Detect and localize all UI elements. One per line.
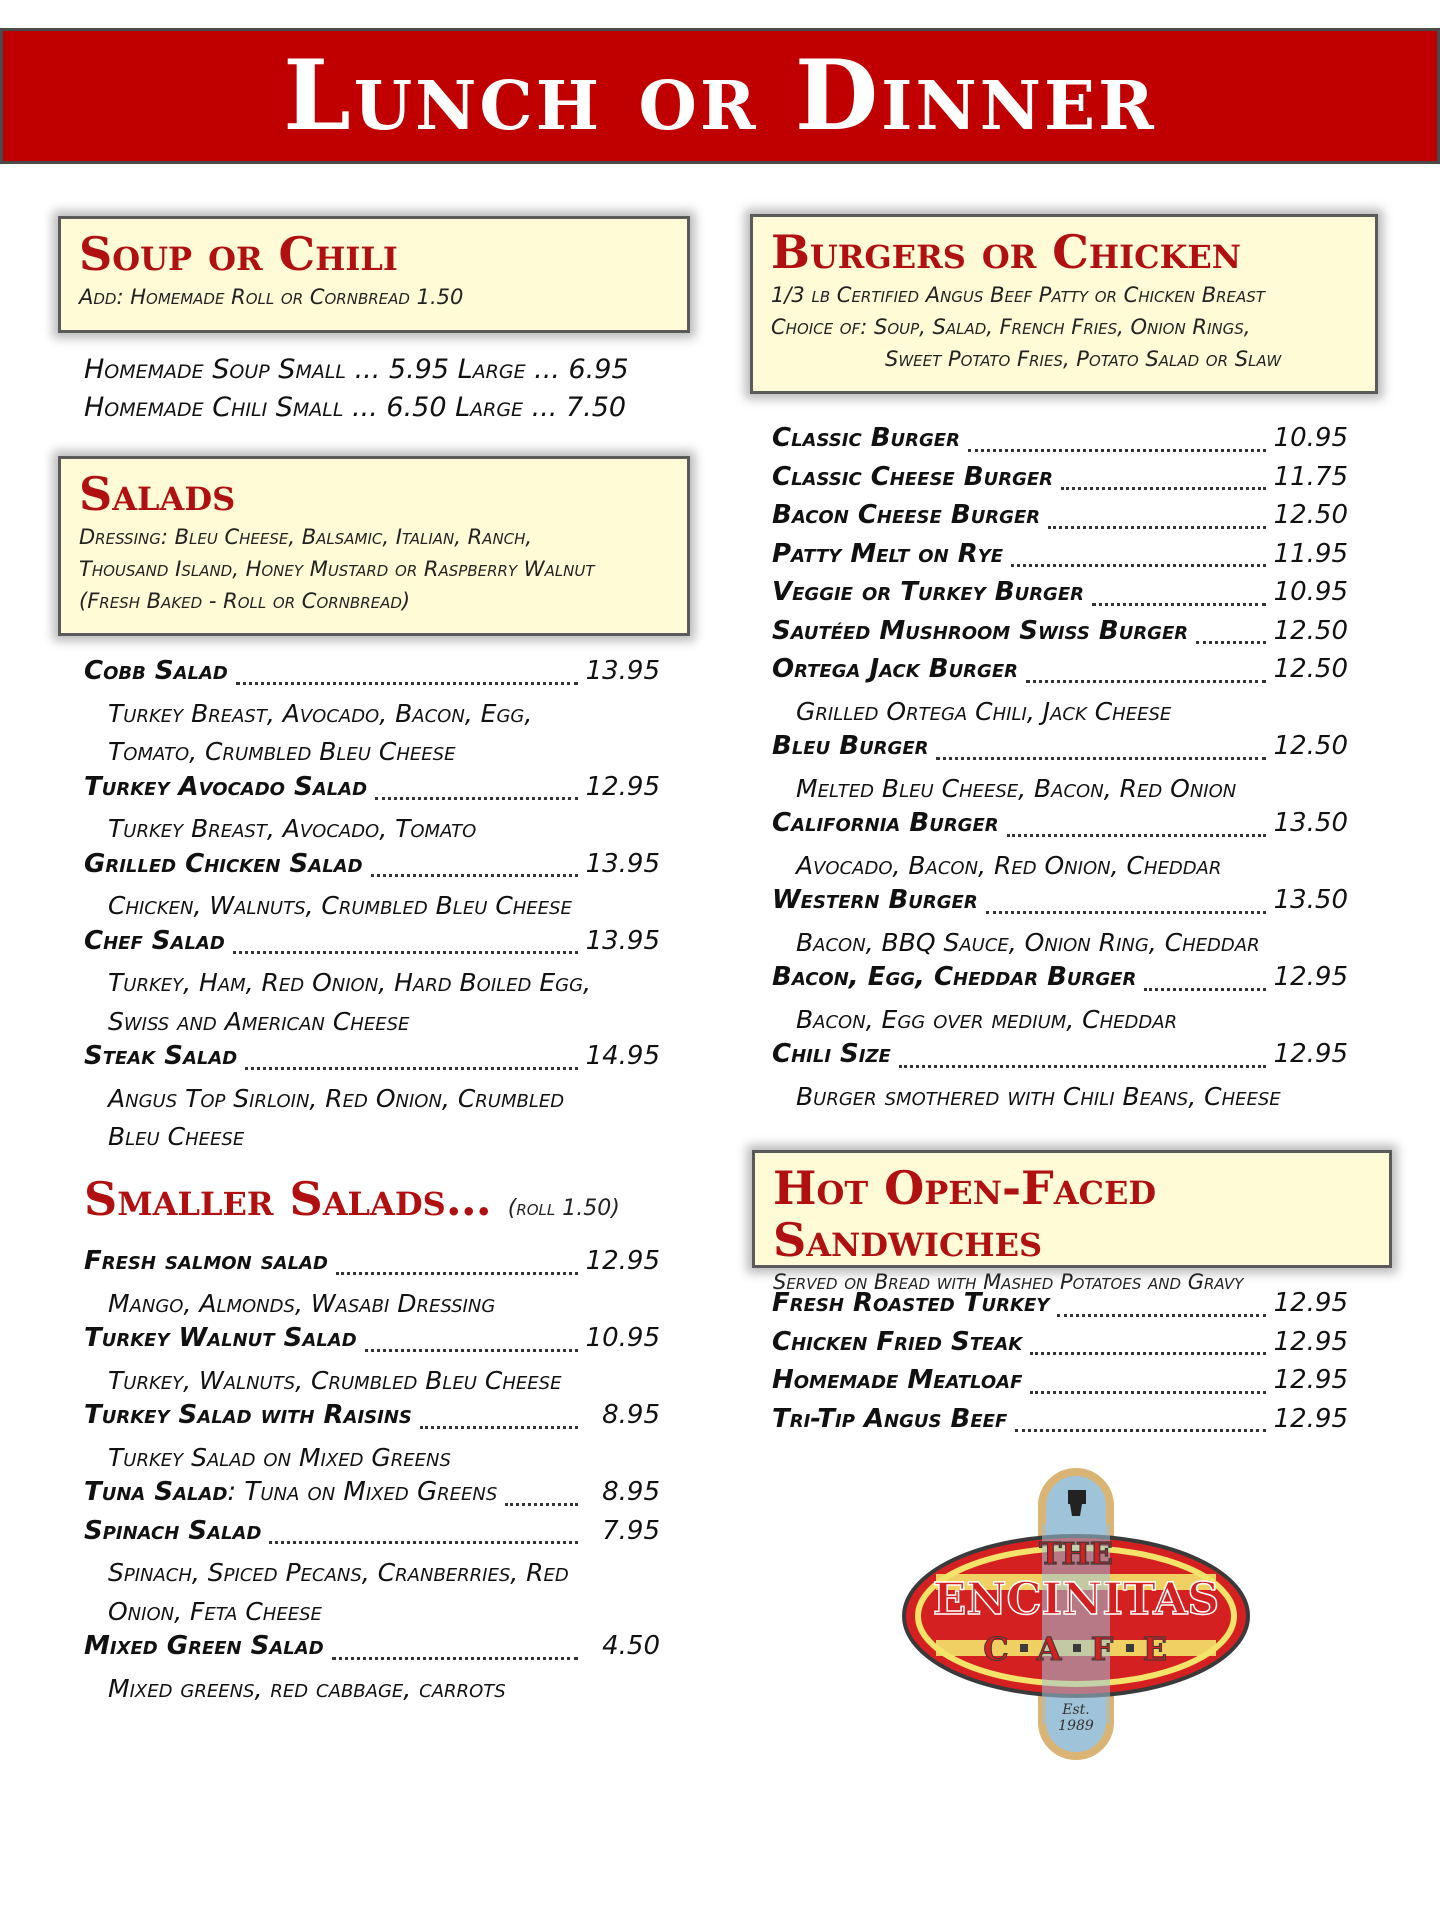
dot-leader xyxy=(968,449,1266,452)
dot-leader xyxy=(371,874,578,877)
menu-item xyxy=(84,1477,660,1516)
logo-letter: E xyxy=(1142,1630,1168,1668)
menu-item xyxy=(772,885,1348,924)
list-item: Homemade Soup Small ... 5.95 Large ... 6.95 xyxy=(84,354,629,385)
dot-leader xyxy=(245,1067,578,1070)
item-price: 11.75 xyxy=(1273,461,1348,492)
sandwiches-list xyxy=(772,1288,1348,1442)
section-note: Add: Homemade Roll or Cornbread 1.50 xyxy=(79,284,464,309)
dot-leader xyxy=(420,1426,578,1429)
dot-leader xyxy=(1011,564,1266,567)
burgers-sub-line: 1/3 lb Certified Angus Beef Patty or Chicken Breast xyxy=(771,282,1265,307)
menu-item xyxy=(772,616,1348,655)
section-title: Salads xyxy=(79,467,236,521)
item-name: Homemade Meatloaf xyxy=(772,1365,1023,1395)
dot-leader xyxy=(1026,680,1266,683)
logo-letter: F xyxy=(1090,1630,1114,1668)
item-description: Burger smothered with Chili Beans, Cheese xyxy=(796,1081,1281,1111)
item-description: Chicken, Walnuts, Crumbled Bleu Cheese xyxy=(108,891,572,920)
item-description: Melted Bleu Cheese, Bacon, Red Onion xyxy=(796,773,1237,803)
dot-leader xyxy=(336,1272,578,1275)
menu-item xyxy=(84,1631,660,1670)
item-description: Mango, Almonds, Wasabi Dressing xyxy=(108,1288,496,1318)
section-note: (roll 1.50) xyxy=(507,1196,620,1221)
logo-letter: A xyxy=(1036,1630,1062,1668)
dot-leader xyxy=(1007,834,1266,837)
dressing-line: (Fresh Baked - Roll or Cornbread) xyxy=(79,588,411,613)
menu-item xyxy=(84,1400,660,1439)
item-name: Patty Melt on Rye xyxy=(772,538,1004,569)
item-name: Classic Cheese Burger xyxy=(772,461,1053,492)
menu-item xyxy=(772,654,1348,693)
item-name: Chicken Fried Steak xyxy=(772,1326,1023,1357)
section-title: Smaller Salads… xyxy=(84,1172,492,1226)
item-description: Turkey, Ham, Red Onion, Hard Boiled Egg, xyxy=(108,968,591,997)
menu-item xyxy=(772,808,1348,847)
menu-item xyxy=(772,1327,1348,1366)
item-name: Tuna Salad xyxy=(84,1477,228,1507)
menu-item xyxy=(772,962,1348,1001)
dressing-line: Dressing: Bleu Cheese, Balsamic, Italian, Ranch, xyxy=(79,524,533,549)
item-description: Avocado, Bacon, Red Onion, Cheddar xyxy=(796,850,1222,880)
menu-item xyxy=(84,849,660,888)
item-price: 8.95 xyxy=(602,1477,660,1507)
burgers-section-header xyxy=(750,214,1378,394)
menu-item xyxy=(772,539,1348,578)
sandwiches-section-header xyxy=(752,1150,1392,1295)
item-price: 8.95 xyxy=(602,1400,660,1430)
section-title: Soup or Chili xyxy=(79,227,398,281)
item-price: 12.50 xyxy=(1273,731,1348,761)
dot-leader xyxy=(375,797,578,800)
dot-leader xyxy=(1048,526,1266,529)
item-name: Chef Salad xyxy=(84,925,225,956)
dot-leader xyxy=(936,757,1266,760)
menu-item xyxy=(84,772,660,811)
dot-leader xyxy=(986,911,1266,914)
item-description: Grilled Ortega Chili, Jack Cheese xyxy=(796,696,1172,726)
section-title: Hot Open-Faced Sandwiches xyxy=(773,1161,1157,1267)
dot-leader xyxy=(899,1065,1266,1068)
item-name: Ortega Jack Burger xyxy=(772,654,1018,684)
item-name: Turkey Walnut Salad xyxy=(84,1323,357,1353)
menu-item xyxy=(84,656,660,695)
item-description: Swiss and American Cheese xyxy=(108,1006,410,1036)
item-description: Tomato, Crumbled Bleu Cheese xyxy=(108,737,456,766)
item-price: 12.95 xyxy=(585,1246,660,1276)
item-price: 12.95 xyxy=(1273,1403,1348,1434)
logo-est: Est. xyxy=(1062,1702,1090,1718)
item-price: 10.95 xyxy=(1273,423,1348,453)
item-price: 14.95 xyxy=(585,1041,660,1071)
logo-text-encinitas: ENCINITAS xyxy=(932,1574,1220,1625)
item-name: Cobb Salad xyxy=(84,656,228,686)
dot-leader xyxy=(1144,988,1266,991)
menu-item xyxy=(772,1365,1348,1404)
item-price: 13.95 xyxy=(585,656,660,686)
page-title: Lunch or Dinner xyxy=(283,39,1157,152)
dot-leader xyxy=(505,1503,578,1506)
item-name: Spinach Salad xyxy=(84,1515,262,1546)
item-price: 12.50 xyxy=(1273,615,1348,646)
item-price: 12.95 xyxy=(1273,1365,1348,1395)
smaller-salads-title xyxy=(84,1174,620,1225)
item-price: 12.95 xyxy=(1273,1039,1348,1069)
item-description: Bacon, Egg over medium, Cheddar xyxy=(796,1004,1178,1034)
item-name: Mixed Green Salad xyxy=(84,1631,324,1661)
menu-item xyxy=(772,731,1348,770)
item-price: 12.95 xyxy=(1273,1326,1348,1357)
menu-item xyxy=(84,1323,660,1362)
item-description: Bleu Cheese xyxy=(108,1122,245,1151)
dot-leader xyxy=(1061,487,1266,490)
menu-item xyxy=(772,577,1348,616)
menu-item xyxy=(772,1288,1348,1327)
logo-year: 1989 xyxy=(1058,1718,1094,1734)
item-description: Mixed greens, red cabbage, carrots xyxy=(108,1673,506,1703)
item-price: 13.50 xyxy=(1273,808,1348,838)
item-description: Spinach, Spiced Pecans, Cranberries, Red xyxy=(108,1558,569,1587)
menu-item xyxy=(84,926,660,965)
item-name: Sautéed Mushroom Swiss Burger xyxy=(772,615,1189,646)
item-price: 12.50 xyxy=(1273,500,1348,530)
menu-item xyxy=(772,1039,1348,1078)
item-description: Turkey, Walnuts, Crumbled Bleu Cheese xyxy=(108,1365,562,1395)
menu-item xyxy=(84,1041,660,1080)
item-price: 12.95 xyxy=(1273,1288,1348,1318)
item-price: 4.50 xyxy=(602,1631,660,1661)
section-note: Served on Bread with Mashed Potatoes and Gravy xyxy=(773,1270,1244,1295)
item-name: Turkey Salad with Raisins xyxy=(84,1400,412,1430)
item-name-suffix: : Tuna on Mixed Greens xyxy=(227,1477,498,1507)
list-item: Homemade Chili Small ... 6.50 Large ... 7.50 xyxy=(84,392,627,423)
item-description: Turkey Breast, Avocado, Tomato xyxy=(108,814,477,843)
item-price: 12.50 xyxy=(1273,654,1348,684)
item-name: Bacon Cheese Burger xyxy=(772,500,1041,530)
dot-leader xyxy=(1196,641,1266,644)
encinitas-cafe-logo xyxy=(896,1464,1256,1764)
item-name: Bacon, Egg, Cheddar Burger xyxy=(772,962,1137,992)
dot-leader xyxy=(1030,1391,1266,1394)
item-name: California Burger xyxy=(772,808,999,838)
item-price: 13.50 xyxy=(1273,885,1348,915)
item-name: Fresh salmon salad xyxy=(84,1246,328,1276)
item-name: Chili Size xyxy=(772,1039,891,1069)
dot-leader xyxy=(1030,1352,1266,1355)
menu-item xyxy=(772,462,1348,501)
menu-item xyxy=(772,500,1348,539)
dot-leader xyxy=(269,1541,578,1544)
logo-text-the: THE xyxy=(1039,1537,1113,1572)
dot-leader xyxy=(332,1657,578,1660)
item-name: Tri-Tip Angus Beef xyxy=(772,1403,1008,1434)
salads-section-header xyxy=(58,456,690,636)
salads-list xyxy=(84,656,660,1157)
burgers-sub-line: Sweet Potato Fries, Potato Salad or Slaw xyxy=(885,346,1282,371)
item-price: 13.95 xyxy=(585,925,660,956)
dot-leader xyxy=(1057,1314,1266,1317)
soup-section-header xyxy=(58,216,690,333)
item-description: Turkey Salad on Mixed Greens xyxy=(108,1442,451,1472)
smaller-salads-list xyxy=(84,1246,660,1708)
item-price: 10.95 xyxy=(585,1323,660,1353)
item-price: 12.95 xyxy=(1273,962,1348,992)
item-price: 7.95 xyxy=(602,1515,660,1546)
burgers-list xyxy=(772,423,1348,1116)
item-name: Grilled Chicken Salad xyxy=(84,848,363,879)
item-price: 12.95 xyxy=(585,771,660,802)
dot-leader xyxy=(1092,603,1266,606)
dot-leader xyxy=(233,951,578,954)
soup-list xyxy=(84,351,684,427)
menu-item xyxy=(772,1404,1348,1443)
item-description: Bacon, BBQ Sauce, Onion Ring, Cheddar xyxy=(796,927,1260,957)
item-name: Steak Salad xyxy=(84,1041,238,1071)
item-name: Fresh Roasted Turkey xyxy=(772,1288,1050,1318)
item-name: Bleu Burger xyxy=(772,731,929,761)
menu-item xyxy=(772,423,1348,462)
dot-leader xyxy=(1015,1429,1266,1432)
item-price: 10.95 xyxy=(1273,577,1348,607)
item-price: 13.95 xyxy=(585,848,660,879)
menu-item xyxy=(84,1516,660,1555)
item-description: Onion, Feta Cheese xyxy=(108,1596,322,1626)
section-title: Burgers or Chicken xyxy=(771,225,1242,279)
item-name: Classic Burger xyxy=(772,423,960,453)
item-description: Turkey Breast, Avocado, Bacon, Egg, xyxy=(108,698,533,728)
item-name: Turkey Avocado Salad xyxy=(84,771,368,802)
dot-leader xyxy=(365,1349,578,1352)
item-name: Veggie or Turkey Burger xyxy=(772,577,1084,607)
dot-leader xyxy=(236,682,578,685)
logo-letter: C xyxy=(983,1630,1009,1668)
item-name: Western Burger xyxy=(772,885,978,915)
item-price: 11.95 xyxy=(1273,538,1348,569)
page-header xyxy=(0,28,1440,164)
dressing-line: Thousand Island, Honey Mustard or Raspberry Walnut xyxy=(79,556,595,581)
item-description: Angus Top Sirloin, Red Onion, Crumbled xyxy=(108,1083,565,1113)
burgers-sub-line: Choice of: Soup, Salad, French Fries, Onion Rings, xyxy=(771,314,1251,339)
menu-item xyxy=(84,1246,660,1285)
